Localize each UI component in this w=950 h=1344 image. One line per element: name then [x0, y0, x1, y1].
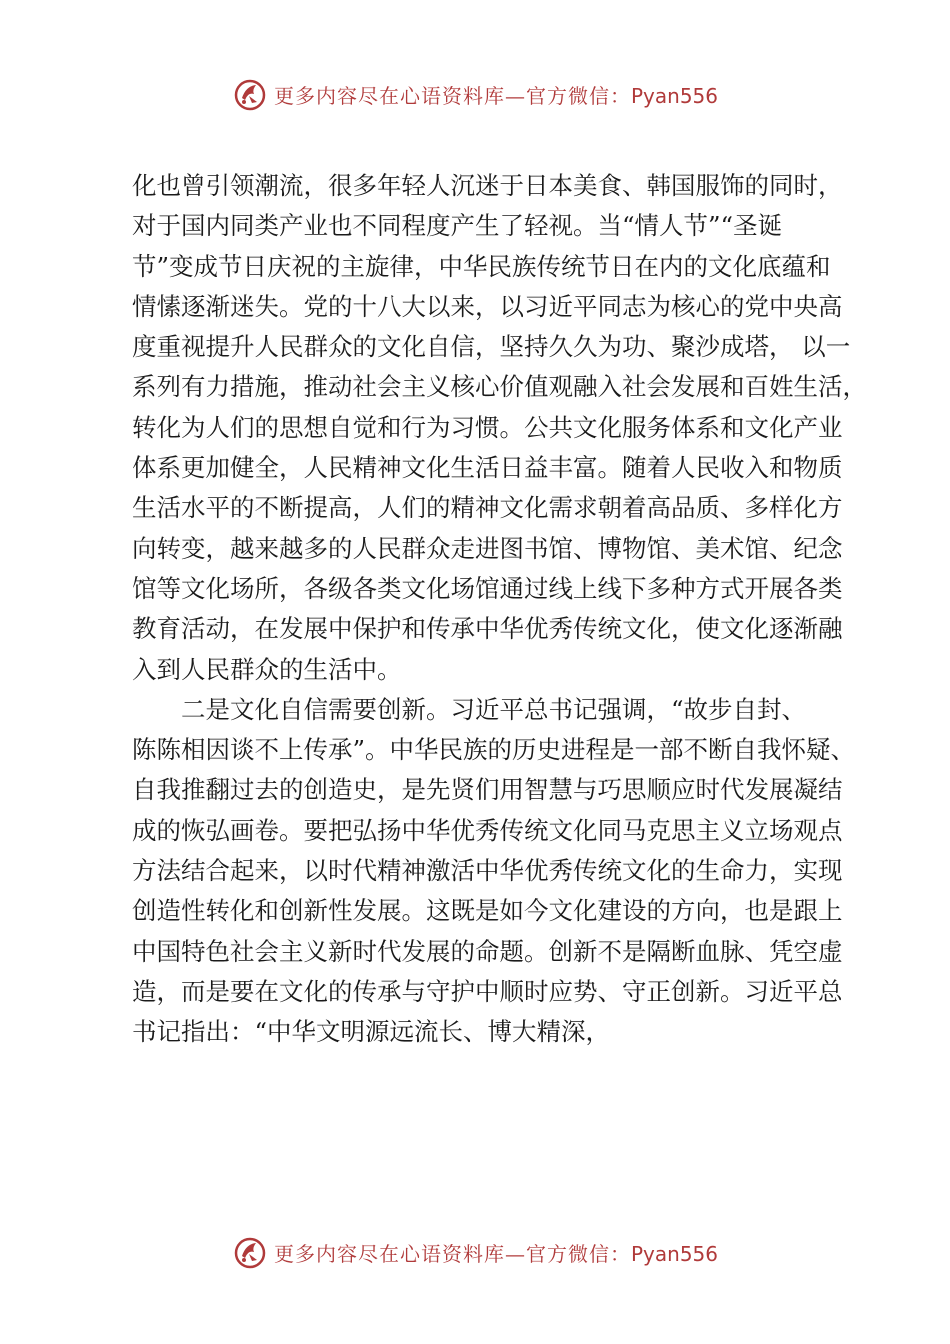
- header-wechat-id: Pyan556: [630, 83, 718, 108]
- body-line: 度重视提升人民群众的文化自信，坚持久久为功、聚沙成塔， 以一: [132, 332, 851, 362]
- body-line: 节”变成节日庆祝的主旋律，中华民族传统节日在内的文化底蕴和: [132, 251, 831, 281]
- body-line: 中国特色社会主义新时代发展的命题。创新不是隔断血脉、凭空虚: [132, 936, 843, 966]
- header-banner-text: [274, 80, 718, 109]
- body-line: 教育活动，在发展中保护和传承中华优秀传统文化，使文化逐渐融: [132, 614, 843, 644]
- body-line: 入到人民群众的生活中。: [132, 654, 402, 684]
- body-line: 对于国内同类产业也不同程度产生了轻视。当“情人节”“圣诞: [132, 211, 783, 241]
- document-body: [132, 166, 867, 1053]
- paragraph-first-line: 二是文化自信需要创新。习近平总书记强调，“故步自封、: [181, 694, 807, 724]
- body-line: 陈陈相因谈不上传承”。中华民族的历史进程是一部不断自我怀疑、: [132, 735, 856, 765]
- body-line: 情愫逐渐迷失。党的十八大以来，以习近平同志为核心的党中央高: [132, 291, 843, 321]
- footer-banner-text: [274, 1238, 718, 1267]
- header-banner-label: 更多内容尽在心语资料库—官方微信：: [273, 83, 631, 108]
- body-line: 向转变，越来越多的人民群众走进图书馆、博物馆、美术馆、纪念: [132, 533, 843, 563]
- body-line: 馆等文化场所，各级各类文化场馆通过线上线下多种方式开展各类: [132, 573, 843, 603]
- header-banner: [0, 72, 950, 116]
- rooster-seal-logo-icon: [232, 1234, 268, 1270]
- body-line: 方法结合起来，以时代精神激活中华优秀传统文化的生命力，实现: [132, 856, 843, 886]
- body-line: 创造性转化和创新性发展。这既是如今文化建设的方向，也是跟上: [132, 896, 843, 926]
- footer-banner: [0, 1230, 950, 1274]
- body-line: 自我推翻过去的创造史，是先贤们用智慧与巧思顺应时代发展凝结: [132, 775, 843, 805]
- body-line: 化也曾引领潮流，很多年轻人沉迷于日本美食、韩国服饰的同时，: [132, 171, 843, 200]
- body-line: 书记指出：“中华文明源远流长、博大精深，: [132, 1017, 611, 1047]
- body-line: 成的恢弘画卷。要把弘扬中华优秀传统文化同马克思主义立场观点: [132, 815, 843, 845]
- body-line: 转化为人们的思想自觉和行为习惯。公共文化服务体系和文化产业: [132, 412, 843, 442]
- body-line: 生活水平的不断提高，人们的精神文化需求朝着高品质、多样化方: [132, 493, 843, 523]
- body-line: 体系更加健全，人民精神文化生活日益丰富。随着人民收入和物质: [132, 453, 843, 483]
- body-line: 系列有力措施，推动社会主义核心价值观融入社会发展和百姓生活，: [132, 372, 867, 402]
- rooster-seal-logo-icon: [232, 76, 268, 112]
- body-line: 造，而是要在文化的传承与守护中顺时应势、守正创新。习近平总: [132, 976, 843, 1006]
- footer-wechat-id: Pyan556: [630, 1241, 718, 1266]
- footer-banner-label: 更多内容尽在心语资料库—官方微信：: [273, 1241, 631, 1266]
